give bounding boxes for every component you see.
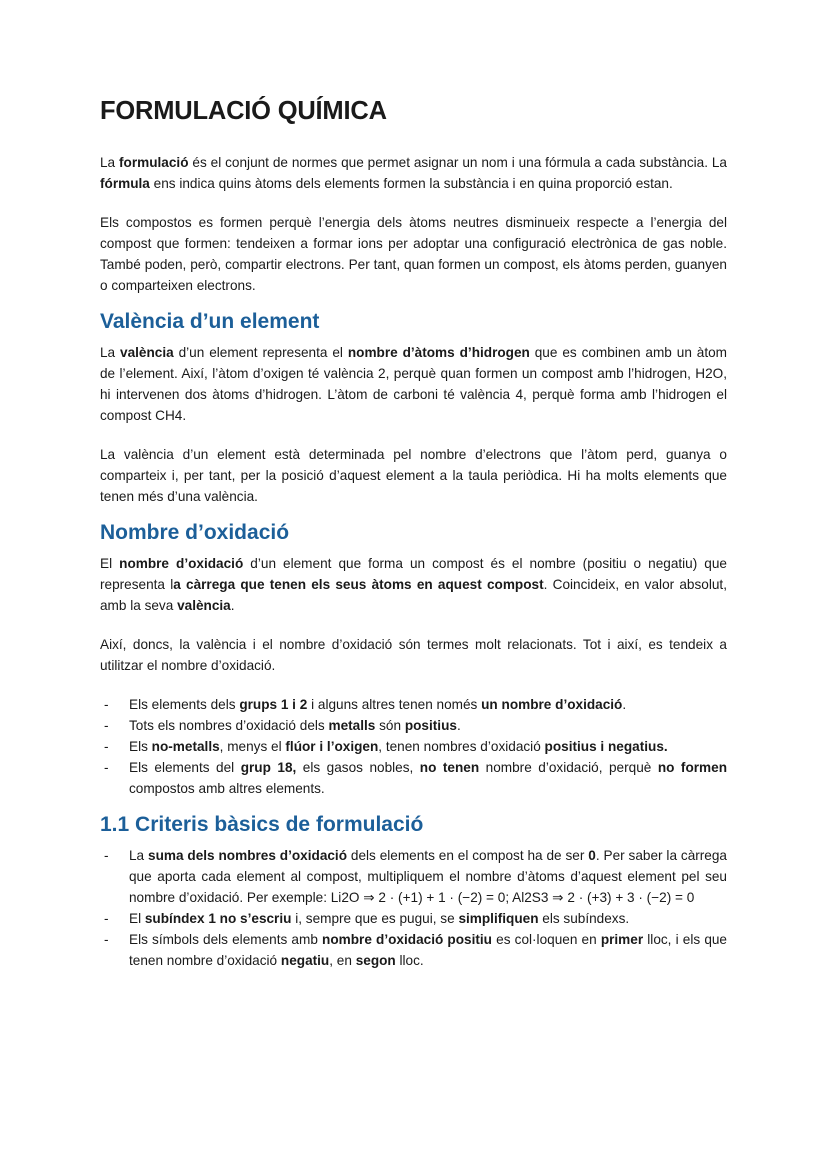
list-item: - El subíndex 1 no s’escriu i, sempre que es pugui, se simplifiquen els subíndexs. <box>100 908 727 929</box>
oxidacio-list <box>100 694 727 799</box>
valencia-paragraph-1: La valència d’un element representa el nombre d’àtoms d’hidrogen que es combinen amb un àtom de l’element. Així, l’àtom d’oxigen té valència 2, perquè quan formen un compost amb l’hidrogen, H2O, hi intervenen dos àtoms d’hidrogen. L’àtom de carboni té valència 4, perquè forma amb l’hidrogen el compost CH4. <box>100 345 728 423</box>
section-heading-oxidacio: Nombre d’oxidació <box>100 521 290 544</box>
valencia-paragraph-2: La valència d’un element està determinada pel nombre d’electrons que l’àtom perd, guanya o comparteix i, per tant, per la posició d’aquest element a la taula periòdica. Hi ha molts elements que tenen més d’una valència. <box>100 447 727 504</box>
document-page <box>100 97 727 989</box>
list-item: - La suma dels nombres d’oxidació dels elements en el compost ha de ser 0. Per saber la càrrega que aporta cada element al compost, multipliquem el nombre d’àtoms d’aquest element pel seu nombre d’oxidació. Per exemple: Li2O ⇒ 2 · (+1) + 1 · (−2) = 0; Al2S3 ⇒ 2 · (+3) + 3 · (−2) = 0 <box>100 845 727 908</box>
intro-paragraph-1: La formulació és el conjunt de normes que permet asignar un nom i una fórmula a cada substància. La fórmula ens indica quins àtoms dels elements formen la substància i en quina proporció estan. <box>100 155 727 191</box>
section-heading-criteris: 1.1 Criteris bàsics de formulació <box>100 813 424 836</box>
list-item: - Els elements del grup 18, els gasos nobles, no tenen nombre d’oxidació, perquè no formen compostos amb altres elements. <box>100 757 727 799</box>
intro-paragraph-2: Els compostos es formen perquè l’energia dels àtoms neutres disminueix respecte a l’energia del compost que formen: tendeixen a formar ions per adoptar una configuració electrònica de gas noble. També poden, però, compartir electrons. Per tant, quan formen un compost, els àtoms perden, guanyen o comparteixen electrons. <box>100 215 727 293</box>
page-title: FORMULACIÓ QUÍMICA <box>100 97 387 125</box>
list-item: - Tots els nombres d’oxidació dels metalls són positius. <box>100 715 727 736</box>
list-item: - Els símbols dels elements amb nombre d’oxidació positiu es col·loquen en primer lloc, i els que tenen nombre d’oxidació negatiu, en segon lloc. <box>100 929 727 971</box>
oxidacio-paragraph-1: El nombre d’oxidació d’un element que forma un compost és el nombre (positiu o negatiu) que representa la càrrega que tenen els seus àtoms en aquest compost. Coincideix, en valor absolut, amb la seva valència. <box>100 556 727 613</box>
criteris-list <box>100 845 727 971</box>
section-heading-valencia: València d’un element <box>100 310 320 333</box>
list-item: - Els no-metalls, menys el flúor i l’oxigen, tenen nombres d’oxidació positius i negatius. <box>100 736 727 757</box>
oxidacio-paragraph-2: Així, doncs, la valència i el nombre d’oxidació són termes molt relacionats. Tot i així, es tendeix a utilitzar el nombre d’oxidació. <box>100 637 727 673</box>
list-item: - Els elements dels grups 1 i 2 i alguns altres tenen només un nombre d’oxidació. <box>100 694 727 715</box>
